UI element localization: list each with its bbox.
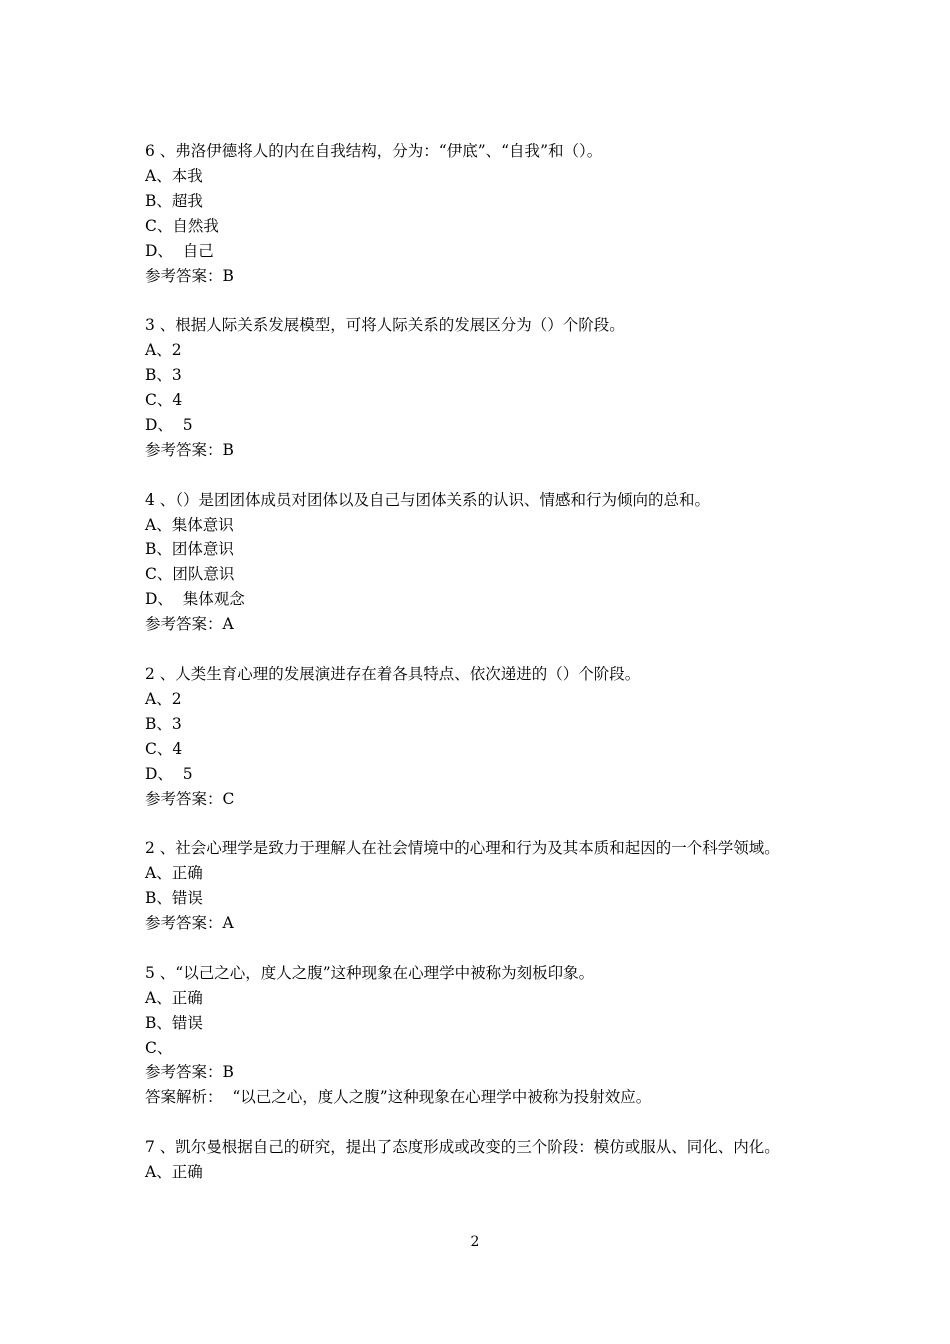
reference-answer: 参考答案：A — [145, 914, 234, 933]
option-c: C、 — [145, 1038, 173, 1057]
option-c: C、4 — [145, 739, 183, 758]
question-block — [145, 139, 815, 288]
answer-analysis: 答案解析： “以己之心，度人之腹”这种现象在心理学中被称为投射效应。 — [145, 1088, 652, 1107]
question-block — [145, 488, 815, 637]
option-b: B、团体意识 — [145, 540, 234, 559]
option-c: C、4 — [145, 391, 183, 410]
reference-answer: 参考答案：C — [145, 789, 235, 808]
question-block — [145, 961, 815, 1110]
option-b: B、3 — [145, 366, 182, 385]
reference-answer: 参考答案：B — [145, 1063, 234, 1082]
option-a: A、正确 — [145, 988, 203, 1007]
document-body — [145, 139, 815, 1210]
option-a: A、正确 — [145, 864, 203, 883]
reference-answer: 参考答案：B — [145, 266, 234, 285]
question-stem: 6 、弗洛伊德将人的内在自我结构，分为：“伊底”、“自我”和（）。 — [145, 142, 603, 160]
question-block — [145, 1135, 815, 1185]
option-d: D、 集体观念 — [145, 590, 245, 609]
question-stem: 4 、（）是团团体成员对团体以及自己与团体关系的认识、情感和行为倾向的总和。 — [145, 490, 711, 509]
option-b: B、3 — [145, 714, 182, 733]
question-stem: 5 、“以己之心，度人之腹”这种现象在心理学中被称为刻板印象。 — [145, 963, 595, 982]
option-a: A、本我 — [145, 166, 203, 185]
question-block — [145, 836, 815, 936]
option-d: D、 5 — [145, 764, 193, 783]
option-a: A、集体意识 — [145, 515, 234, 534]
question-stem: 2 、社会心理学是致力于理解人在社会情境中的心理和行为及其本质和起因的一个科学领域。 — [145, 839, 780, 858]
reference-answer: 参考答案：A — [145, 615, 234, 634]
question-stem: 7 、凯尔曼根据自己的研究，提出了态度形成或改变的三个阶段：模仿或服从、同化、内化。 — [145, 1138, 780, 1157]
question-block — [145, 313, 815, 462]
question-stem: 3 、根据人际关系发展模型，可将人际关系的发展区分为（）个阶段。 — [145, 316, 625, 335]
option-a: A、2 — [145, 689, 182, 708]
question-block — [145, 662, 815, 811]
option-a: A、2 — [145, 341, 182, 360]
option-a: A、正确 — [145, 1163, 203, 1182]
option-b: B、超我 — [145, 191, 203, 210]
question-stem: 2 、人类生育心理的发展演进存在着各具特点、依次递进的（）个阶段。 — [145, 664, 641, 683]
option-c: C、团队意识 — [145, 565, 235, 584]
option-d: D、 5 — [145, 415, 193, 434]
page-number: 2 — [470, 1234, 480, 1250]
option-b: B、错误 — [145, 1013, 203, 1032]
option-c: C、自然我 — [145, 216, 219, 235]
option-d: D、 自己 — [145, 241, 214, 260]
option-b: B、错误 — [145, 889, 203, 908]
reference-answer: 参考答案：B — [145, 440, 234, 459]
